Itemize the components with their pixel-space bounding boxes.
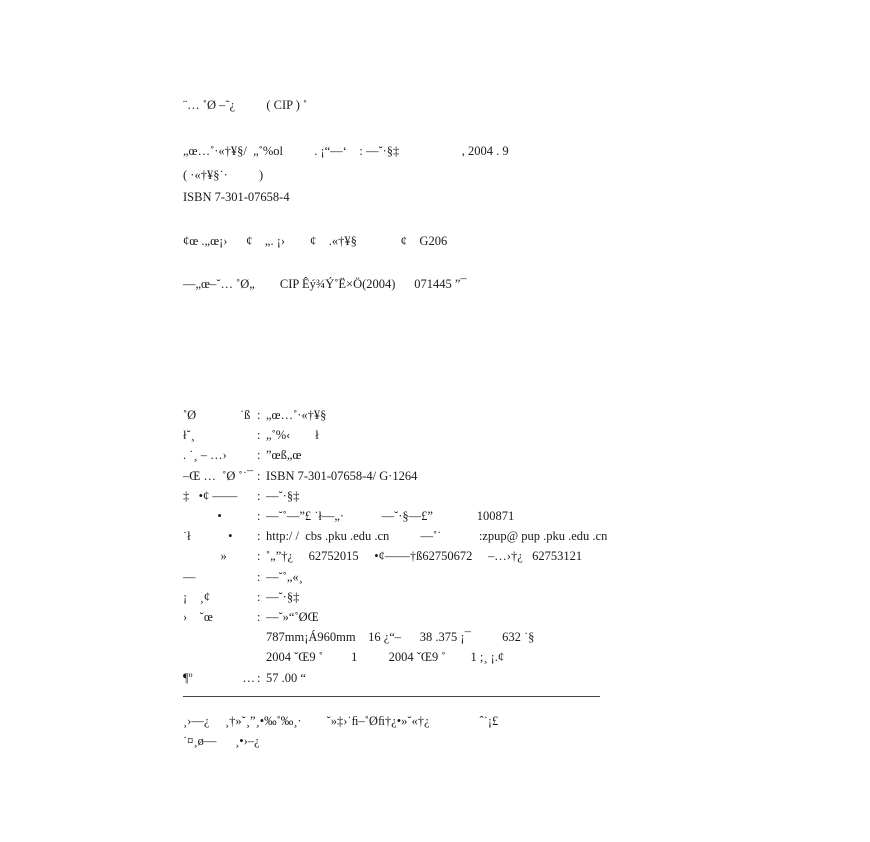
imprint-row [183, 627, 783, 647]
imprint-label: ł˘¸ [183, 428, 195, 443]
imprint-value: 57 .00 “ [266, 670, 306, 685]
imprint-value: —˘˚—”£ ˙ł—„· —˘·§—£” 100871 [266, 509, 515, 523]
imprint-value: —˘·§‡ [266, 488, 300, 503]
imprint-row [183, 405, 783, 425]
imprint-value: ”œß„œ [266, 448, 302, 463]
imprint-label: » [183, 549, 227, 564]
imprint-row [183, 607, 783, 627]
imprint-label: . ˙¸ – …› [183, 448, 227, 463]
imprint-row [183, 445, 783, 465]
footnote-line-1: ¸›—¿ ¸†»˘¸”¸•‰˚‰¸· ˘»‡›˙ﬁ–˚Øﬁ†¿•»˘«†¿ ˆ˙¡£ [183, 714, 499, 728]
imprint-label: • [183, 509, 222, 523]
imprint-row [183, 526, 783, 546]
imprint-colon: : [257, 428, 261, 443]
divider-rule [183, 696, 600, 697]
imprint-row [183, 587, 783, 607]
imprint-value: http:/ / cbs .pku .edu .cn —˚˙ :zpup@ pup .pku .edu .cn [266, 529, 608, 544]
imprint-colon: : [257, 488, 261, 503]
imprint-colon: : [257, 408, 261, 422]
cip-heading: ¨… ˚Ø –˜¿ ( CIP ) ˚ [183, 98, 308, 112]
imprint-label: ¶º … [183, 670, 256, 685]
imprint-row [183, 486, 783, 506]
imprint-colon: : [257, 589, 261, 604]
imprint-row [183, 425, 783, 445]
imprint-value: „˚%‹ ł [266, 428, 319, 443]
imprint-value: „œ…˚·«†¥§ [266, 408, 327, 422]
imprint-colon: : [257, 529, 261, 544]
cip-series-line: ( ·«†¥§˙· ) [183, 168, 264, 182]
imprint-value: 2004 ˇŒ9 ˚ 1 2004 ˇŒ9 ˚ 1 ;¸ ¡.¢ [266, 650, 505, 665]
imprint-row [183, 668, 783, 688]
imprint-value: —˘»“˚ØŒ [266, 610, 319, 624]
imprint-colon: : [257, 610, 261, 624]
imprint-label: ˙ł • [183, 529, 233, 544]
imprint-colon: : [257, 670, 261, 685]
imprint-colon: : [257, 468, 261, 483]
imprint-label: –Œ … ˚Ø ˚˙¯ [183, 468, 254, 483]
imprint-value: ˚„”†¿ 62752015 •¢——†ß62750672 –…›†¿ 62753121 [266, 549, 583, 564]
imprint-label: › ˘œ [183, 610, 213, 624]
imprint-label: ‡ •¢ —— [183, 488, 238, 503]
imprint-label: — [183, 569, 196, 584]
imprint-row [183, 506, 783, 526]
cip-record-line: —„œ–˘… ˚Ø„ CIP Êý¾Ý˚Ë×Ö(2004) 071445 ”¯ [183, 277, 467, 291]
cip-title-line: „œ…˚·«†¥§/ „˚%ol . ¡“—‘ : —˘·§‡ , 2004 . 9 [183, 144, 509, 158]
cip-isbn-line: ISBN 7-301-07658-4 [183, 190, 290, 204]
imprint-value: —˘˚„«¸ [266, 569, 303, 584]
imprint-row [183, 466, 783, 486]
imprint-colon: : [257, 569, 261, 584]
footnote-line-2: ˙¤¸ø— ¸•›–¿ [183, 734, 260, 748]
imprint-label: ˚Ø ˙ß [183, 408, 251, 422]
imprint-value: —˘·§‡ [266, 589, 300, 604]
cip-classification-line: ¢œ .„œ¡› ¢ „. ¡› ¢ .«†¥§ ¢ G206 [183, 234, 448, 248]
imprint-label: ¡ ¸¢ [183, 589, 211, 604]
imprint-colon: : [257, 509, 261, 523]
imprint-row [183, 647, 783, 667]
imprint-row [183, 546, 783, 566]
imprint-row [183, 567, 783, 587]
imprint-colon: : [257, 549, 261, 564]
imprint-colon: : [257, 448, 261, 463]
imprint-value: ISBN 7-301-07658-4/ G·1264 [266, 468, 418, 483]
imprint-value: 787mm¡Á960mm 16 ¿“– 38 .375 ¡¯ 632 ˙§ [266, 630, 535, 645]
